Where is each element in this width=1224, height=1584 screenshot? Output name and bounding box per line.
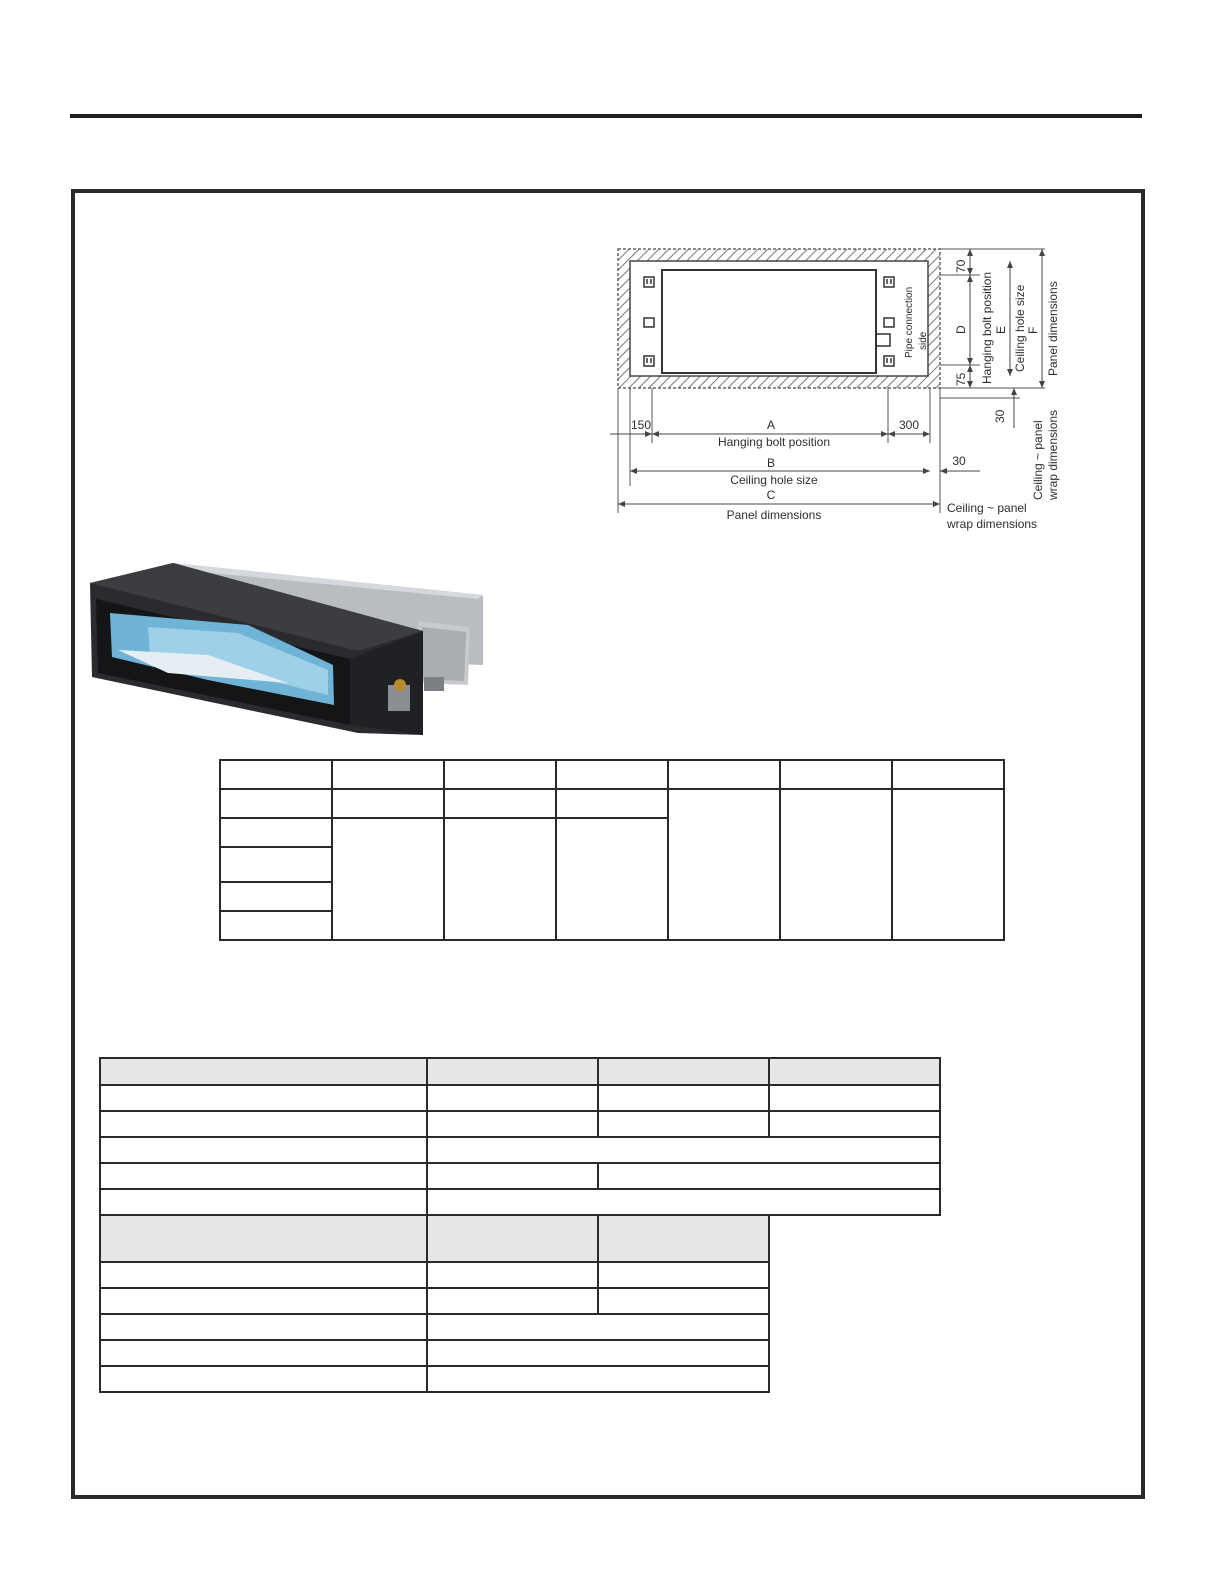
table-row	[100, 1262, 940, 1288]
specification-table	[99, 1057, 941, 1393]
hanging-bolt-position-label: Hanging bolt position	[717, 435, 831, 449]
ceiling-panel-wrap-label-2: wrap dimensions	[947, 517, 1038, 531]
unit-body-outline	[662, 270, 876, 373]
dim-30-bottom-label: 30	[952, 454, 966, 468]
ducted-unit-product-image	[88, 555, 498, 740]
dim-f-label: F	[1026, 326, 1040, 334]
table-row	[100, 1189, 940, 1215]
table-row	[100, 1288, 940, 1314]
hanging-brackets	[644, 277, 894, 366]
pipe-connection-side-label-1: Pipe connection	[904, 286, 915, 358]
ceiling-panel-wrap-vertical-label-2: wrap dimensions	[1046, 409, 1060, 500]
table-row	[100, 1058, 940, 1085]
hanging-bolt-position-vertical-label: Hanging bolt position	[980, 271, 994, 384]
ceiling-hole-size-vertical-label: Ceiling hole size	[1013, 284, 1027, 372]
dim-c-label: C	[766, 488, 776, 502]
table-row	[220, 760, 1004, 789]
dim-a-label: A	[766, 418, 776, 432]
dim-d-label: D	[954, 325, 968, 334]
dim-30-right-label: 30	[993, 409, 1007, 423]
dim-300-label: 300	[898, 418, 920, 432]
dim-150-label: 150	[630, 418, 652, 432]
table-row	[100, 1111, 940, 1137]
dim-b-label: B	[766, 456, 776, 470]
dim-75-label: 75	[954, 372, 968, 386]
ceiling-panel-wrap-label-1: Ceiling ~ panel	[947, 501, 1027, 515]
installation-dimension-diagram	[600, 238, 1080, 538]
top-rule	[70, 114, 1142, 118]
pipe-connection-side-label-2: side	[918, 331, 929, 350]
table-row	[220, 789, 1004, 818]
table-row	[100, 1366, 940, 1392]
ceiling-panel-wrap-vertical-label-1: Ceiling ~ panel	[1031, 420, 1045, 500]
table-row	[100, 1340, 940, 1366]
panel-dimensions-label: Panel dimensions	[726, 508, 822, 522]
table-row	[100, 1163, 940, 1189]
dimension-table	[219, 759, 1005, 941]
table-row	[100, 1137, 940, 1163]
table-row	[100, 1085, 940, 1111]
panel-dimensions-vertical-label: Panel dimensions	[1046, 281, 1060, 376]
ceiling-hole-size-label: Ceiling hole size	[730, 473, 818, 487]
table-row	[100, 1314, 940, 1340]
dim-70-label: 70	[954, 259, 968, 273]
table-row	[100, 1215, 940, 1262]
dim-e-label: E	[994, 325, 1008, 334]
